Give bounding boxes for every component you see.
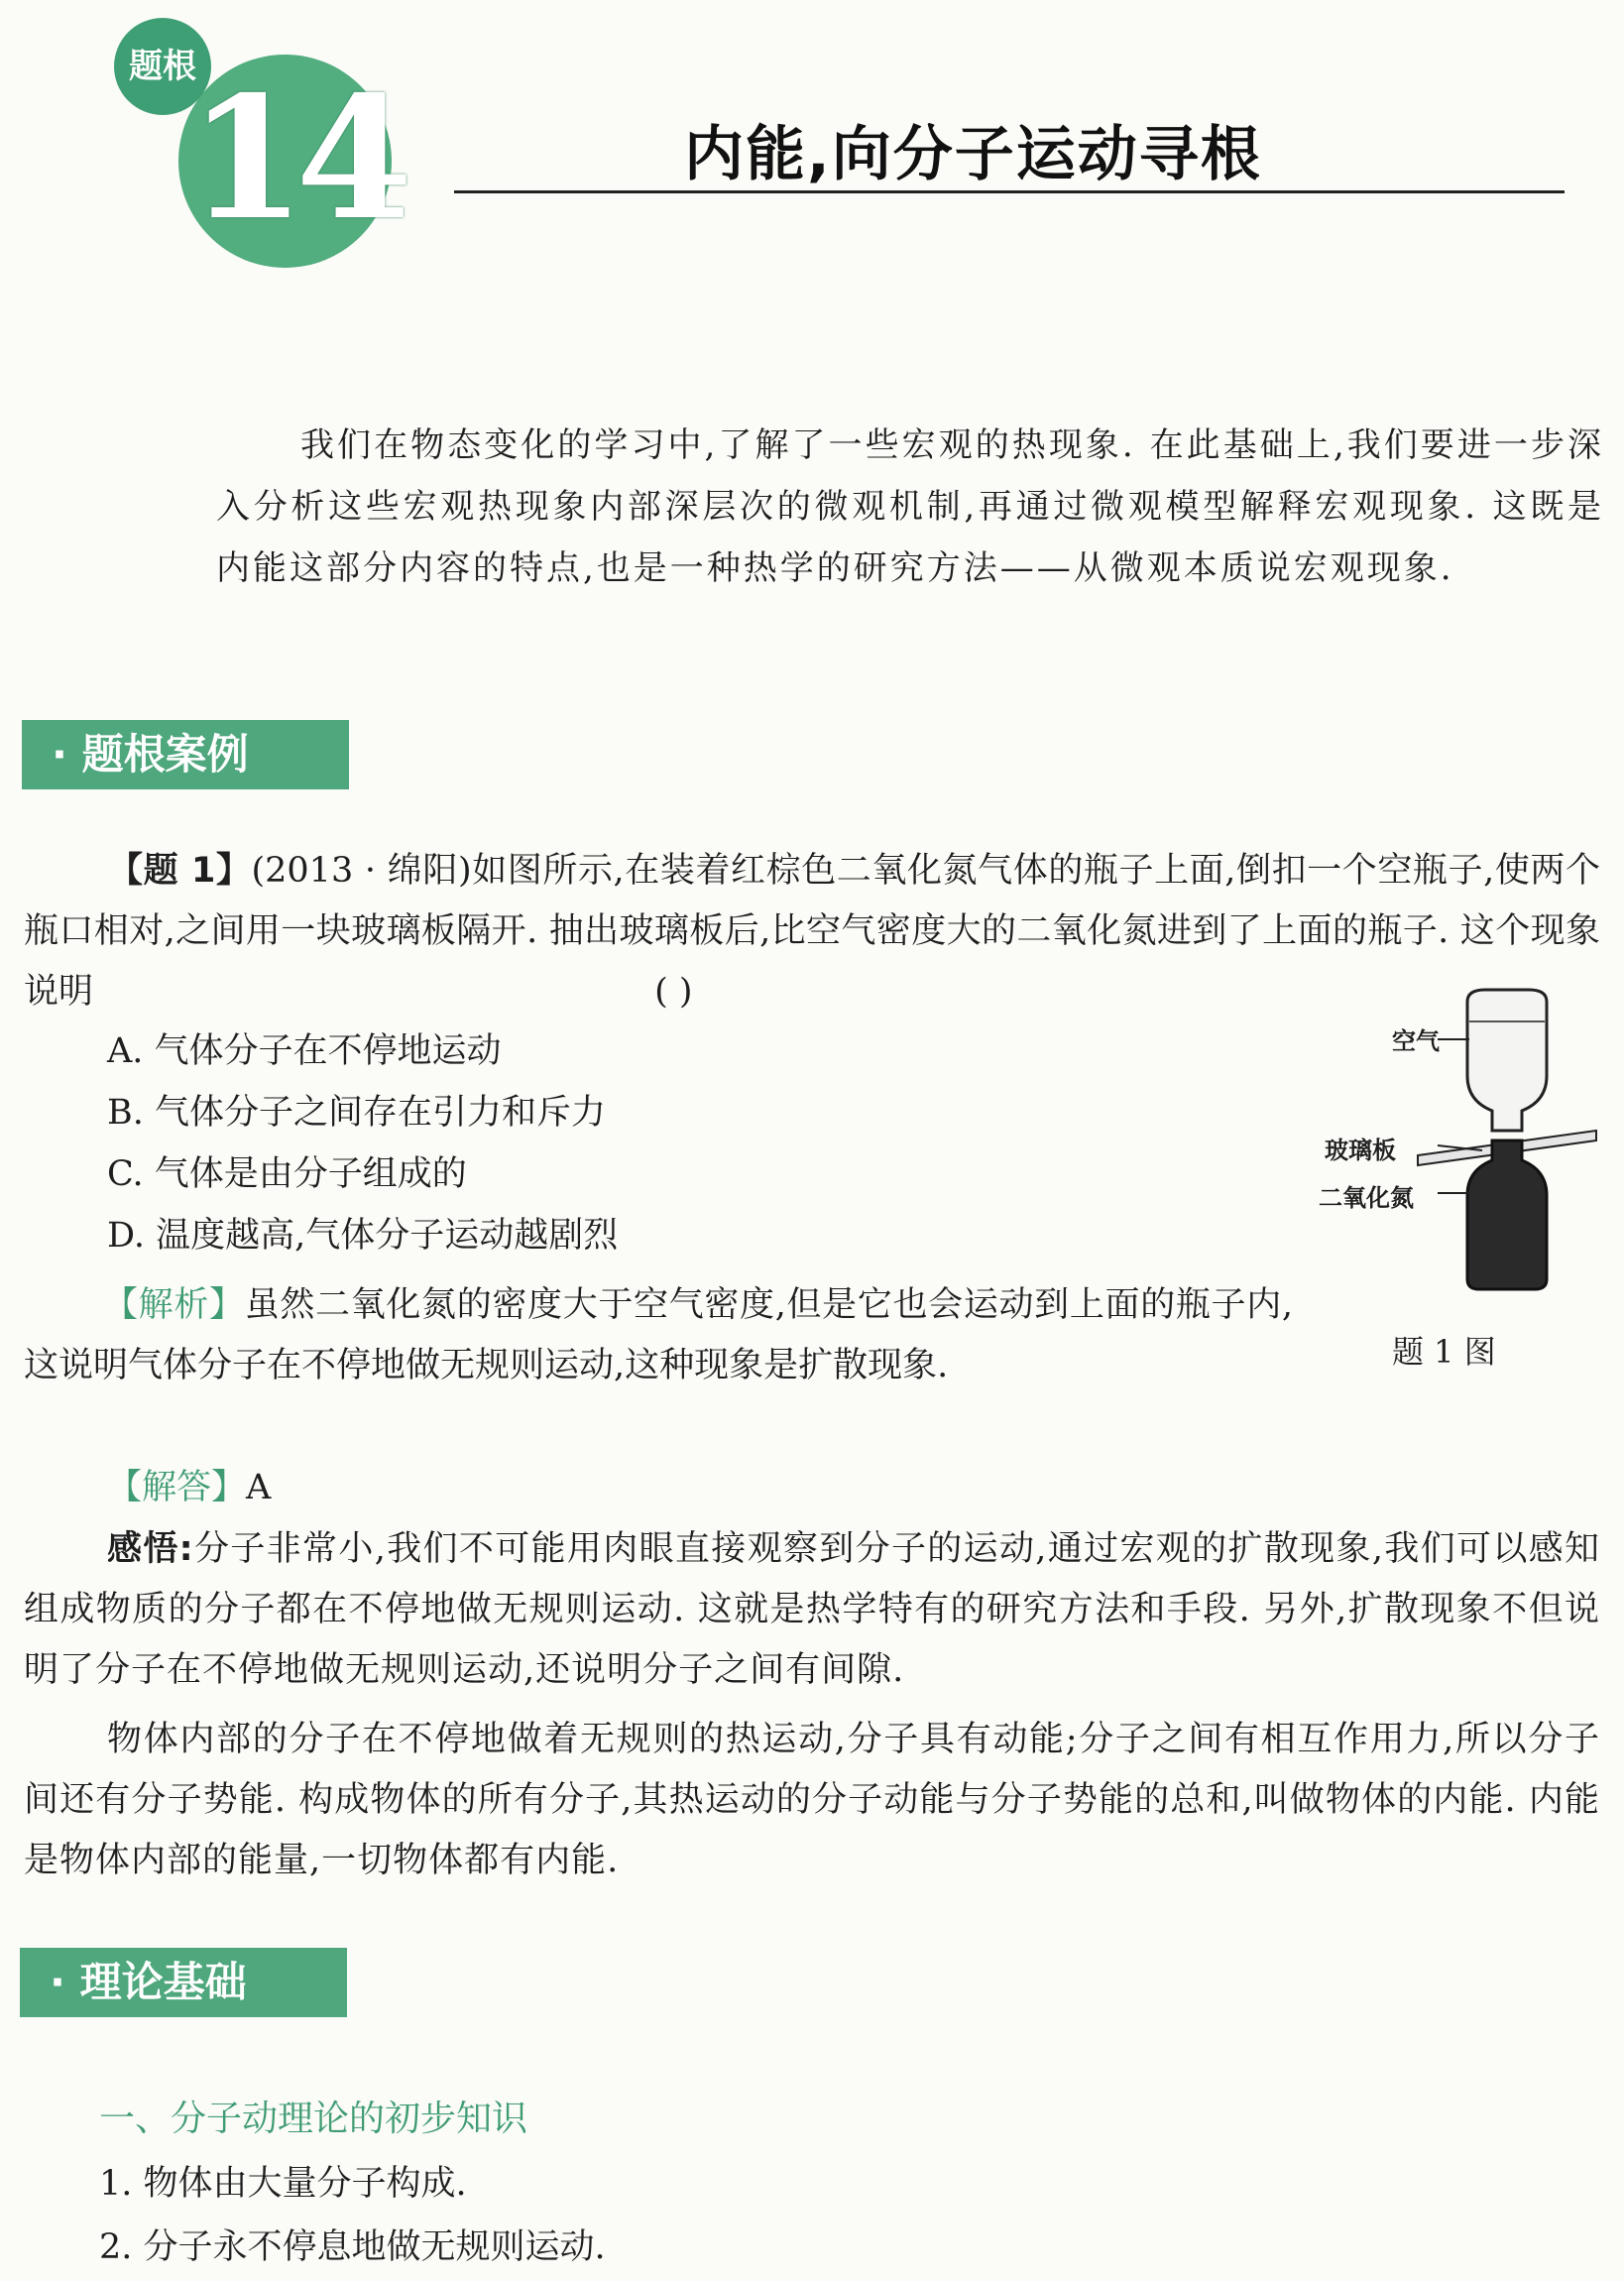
question-text: 如图所示,在装着红棕色二氧化氮气体的瓶子上面,倒扣一个空瓶子,使两个瓶口相对,之间用一块玻璃板隔开. 抽出玻璃板后,比空气密度大的二氧化氮进到了上面的瓶子. 这个现象说明 — [24, 851, 1600, 1012]
chapter-number: 14 — [188, 60, 404, 258]
figure-caption: 题 1 图 — [1392, 1333, 1496, 1371]
analysis-tag: 【解析】 — [103, 1285, 245, 1325]
answer-value: A — [246, 1468, 272, 1507]
badge-label: 题根 — [114, 18, 211, 115]
options-list — [107, 1021, 618, 1267]
label-glass: 玻璃板 — [1325, 1137, 1396, 1164]
intro-paragraph: 我们在物态变化的学习中,了解了一些宏观的热现象. 在此基础上,我们要进一步深入分析这些宏观热现象内部深层次的微观机制,再通过微观模型解释宏观现象. 这既是内能这部分内容的特点,也是一种热学的研究方法——从微观本质说宏观现象. — [216, 425, 1604, 588]
analysis-paragraph — [24, 1275, 1293, 1396]
option-a: A. 气体分子在不停地运动 — [107, 1031, 502, 1071]
title-divider — [454, 190, 1565, 193]
answer-tag: 【解答】 — [107, 1468, 247, 1507]
theory-item-2: 2. 分子永不停息地做无规则运动. — [99, 2227, 606, 2267]
analysis-text: 虽然二氧化氮的密度大于空气密度,但是它也会运动到上面的瓶子内,这说明气体分子在不停地做无规则运动,这种现象是扩散现象. — [24, 1285, 1293, 1385]
insight-text: 分子非常小,我们不可能用肉眼直接观察到分子的运动,通过宏观的扩散现象,我们可以感知组成物质的分子都在不停地做无规则运动. 这就是热学特有的研究方法和手段. 另外,扩散现象不但说明了分子在不停地做无规则运动,还说明分子之间有间隙. — [24, 1529, 1600, 1690]
upper-bottle — [1467, 990, 1547, 1131]
theory-list — [99, 2152, 606, 2279]
internal-energy-paragraph: 物体内部的分子在不停地做着无规则的热运动,分子具有动能;分子之间有相互作用力,所以分子间还有分子势能. 构成物体的所有分子,其热运动的分子动能与分子势能的总和,叫做物体的内能. 内能是物体内部的能量,一切物体都有内能. — [24, 1720, 1600, 1880]
label-no2: 二氧化氮 — [1319, 1184, 1414, 1212]
option-c: C. 气体是由分子组成的 — [107, 1154, 467, 1194]
answer-blank: ( ) — [654, 972, 693, 1012]
option-b: B. 气体分子之间存在引力和斥力 — [107, 1093, 606, 1133]
insight-tag: 感悟: — [107, 1529, 194, 1569]
insight-paragraph — [24, 1519, 1600, 1701]
chapter-title: 内能,向分子运动寻根 — [684, 120, 1262, 189]
section-tag-theory: · 理论基础 — [20, 1948, 347, 2017]
answer-line — [107, 1458, 271, 1518]
option-d: D. 温度越高,气体分子运动越剧烈 — [107, 1216, 619, 1256]
question-tag: 【题 1】 — [108, 851, 252, 891]
label-air: 空气 — [1392, 1027, 1440, 1055]
lower-bottle — [1467, 1140, 1547, 1289]
section-tag-cases: · 题根案例 — [22, 720, 349, 789]
theory-heading: 一、分子动理论的初步知识 — [99, 2099, 528, 2139]
question-source: (2013 · 绵阳) — [251, 851, 472, 891]
theory-item-1: 1. 物体由大量分子构成. — [99, 2164, 467, 2204]
